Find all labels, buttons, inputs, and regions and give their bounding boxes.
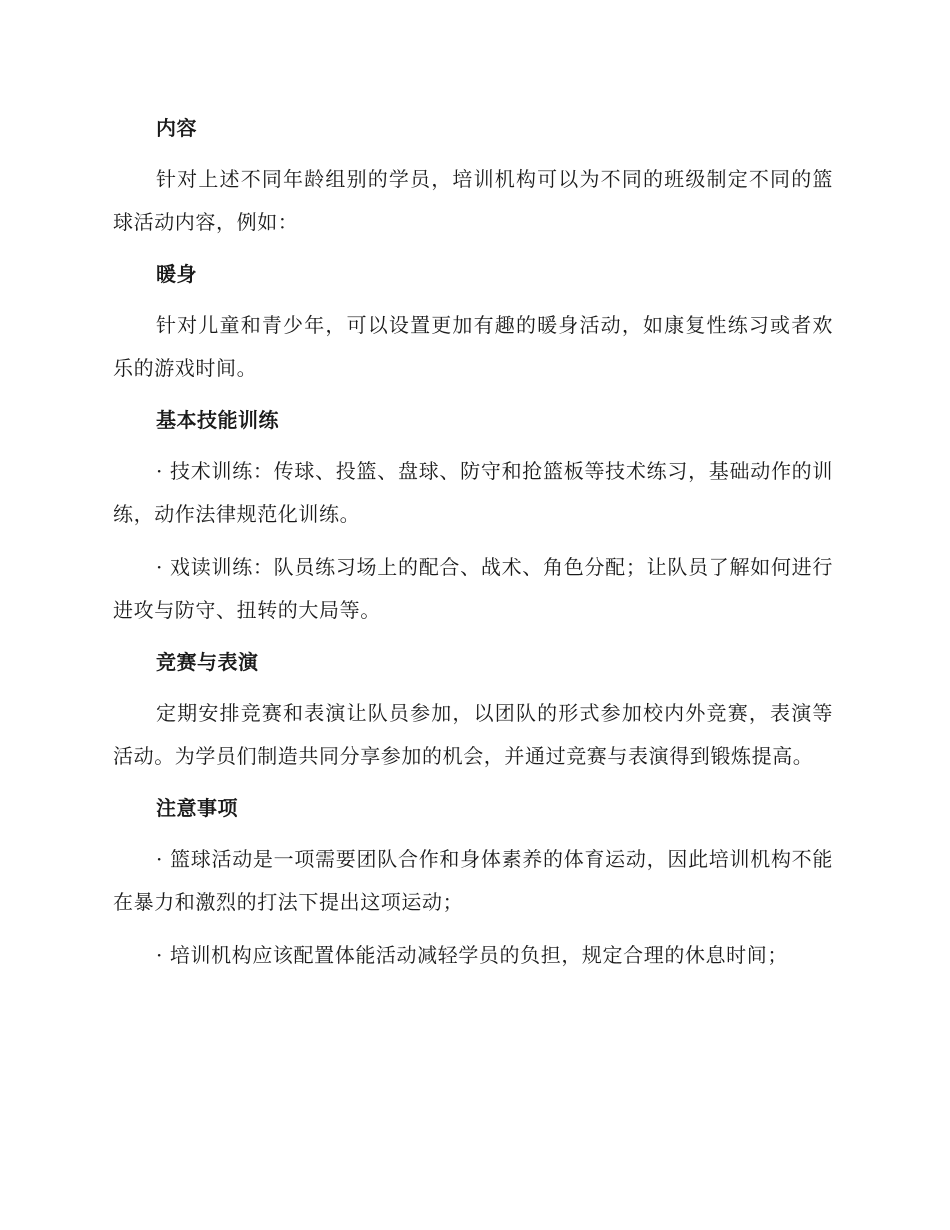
paragraph: 针对儿童和青少年，可以设置更加有趣的暖身活动，如康复性练习或者欢乐的游戏时间。 (113, 313, 833, 380)
bullet-paragraph: · 戏读训练：队员练习场上的配合、战术、角色分配；让队员了解如何进行进攻与防守、扭转的大局等。 (113, 555, 833, 622)
bullet-paragraph: · 培训机构应该配置体能活动减轻学员的负担，规定合理的休息时间； (156, 943, 788, 967)
section-heading: 竞赛与表演 (156, 650, 259, 674)
paragraph: 定期安排竞赛和表演让队员参加，以团队的形式参加校内外竞赛，表演等活动。为学员们制造共同分享参加的机会，并通过竞赛与表演得到锻炼提高。 (113, 701, 833, 768)
section-heading: 内容 (156, 116, 197, 140)
bullet-paragraph: · 技术训练：传球、投篮、盘球、防守和抢篮板等技术练习，基础动作的训练，动作法律规范化训练。 (113, 459, 833, 526)
section-heading: 基本技能训练 (156, 408, 279, 432)
section-heading: 暖身 (156, 262, 197, 286)
bullet-paragraph: · 篮球活动是一项需要团队合作和身体素养的体育运动，因此培训机构不能在暴力和激烈的打法下提出这项运动； (113, 847, 833, 914)
section-heading: 注意事项 (156, 796, 238, 820)
paragraph: 针对上述不同年龄组别的学员，培训机构可以为不同的班级制定不同的篮球活动内容，例如： (113, 167, 833, 234)
document-body (113, 108, 833, 977)
